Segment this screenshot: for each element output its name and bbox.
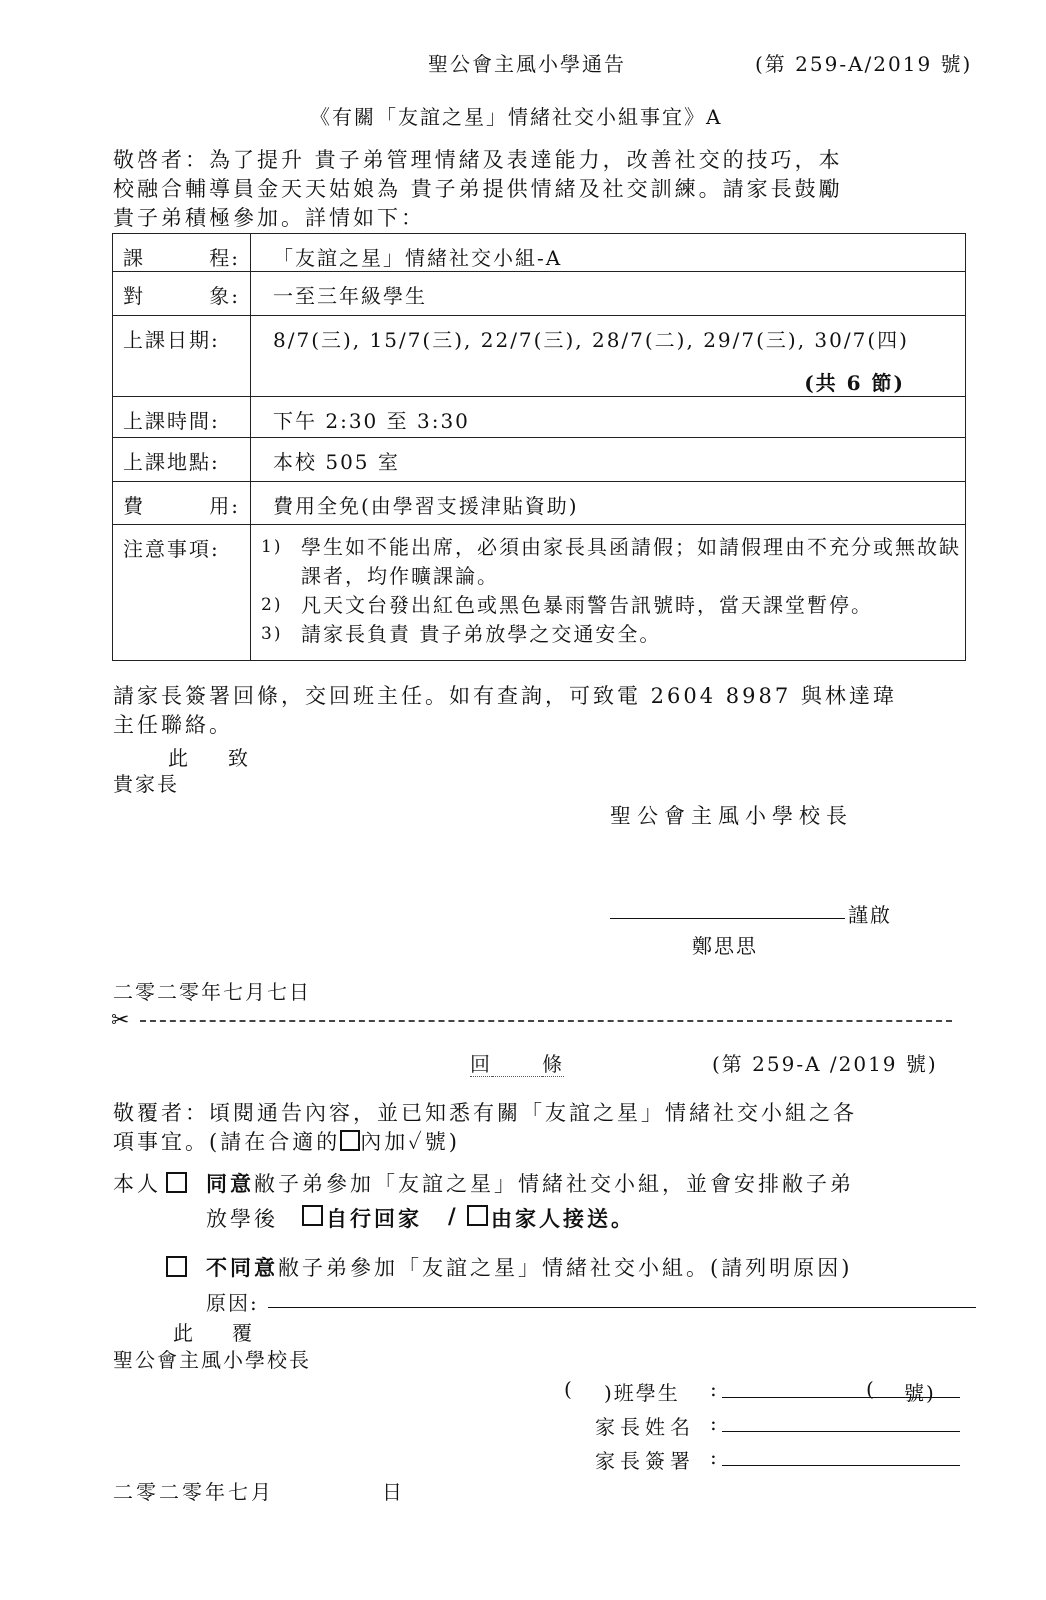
fee-label: 費 用: [113,482,251,525]
principal-name: 鄭思思 [692,934,758,958]
dates-cell [251,316,966,397]
disagree-text: 不同意敝子弟參加「友誼之星」情緒社交小組。(請列明原因) [206,1255,853,1280]
intro-line-2: 校融合輔導員金天天姑娘為 貴子弟提供情緒及社交訓練。請家長鼓勵 [113,177,843,201]
parent-sign-colon: : [710,1445,719,1469]
agree-checkbox[interactable] [166,1172,187,1193]
reason-label: 原因: [206,1291,259,1315]
agree-text: 同意敝子弟參加「友誼之星」情緒社交小組，並會安排敝子弟 [206,1171,854,1196]
disagree-checkbox[interactable] [166,1256,187,1277]
closing-zhi: 致 [228,746,250,770]
class-student-label: )班學生 [604,1381,680,1405]
self-home-checkbox[interactable] [302,1205,323,1226]
reply-paragraph [113,1099,943,1157]
parent-sign-line[interactable] [722,1465,960,1466]
closing-line-1: 請家長簽署回條，交回班主任。如有查詢，可致電 2604 8987 與林達瑋 [113,684,897,708]
dates-value: 8/7(三), 15/7(三), 22/7(三), 28/7(二), 29/7(三), 30/7(四) [273,328,909,352]
parent-name-colon: : [710,1411,719,1435]
row-place [113,438,966,482]
row-notes [113,525,966,661]
intro-line-1: 敬啓者：為了提升 貴子弟管理情緒及表達能力，改善社交的技巧，本 [113,148,843,172]
class-open-paren: ( [564,1377,574,1401]
closing-line-2: 主任聯絡。 [113,713,233,737]
student-number-close: 號) [904,1381,936,1405]
time-label: 上課時間: [113,397,251,438]
note-item: 3) 請家長負責 貴子弟放學之交通安全。 [261,622,662,646]
cut-line [140,1020,952,1022]
course-value: 「友誼之星」情緒社交小組-A [251,234,966,272]
parent-name-line[interactable] [722,1431,960,1432]
row-time [113,397,966,438]
closing-from: 聖公會主風小學校長 [610,804,853,828]
course-label: 課 程: [113,234,251,272]
notes-cell [251,525,966,661]
time-value: 下午 2:30 至 3:30 [251,397,966,438]
parent-name-label: 家長姓名 [595,1415,695,1439]
reply-line-2: 項事宜。(請在合適的 內加✓號) [113,1130,460,1154]
closing-paragraph [113,682,943,740]
class-colon: : [710,1377,719,1401]
intro-line-3: 貴子弟積極參加。詳情如下： [113,206,425,230]
reply-date: 二零二零年七月 [113,1480,274,1504]
reply-line-1: 敬覆者：頃閱通告內容，並已知悉有關「友誼之星」情緒社交小組之各 [113,1101,857,1125]
school-notice-title: 聖公會主風小學通告 [428,52,626,76]
example-checkbox-icon [340,1130,360,1151]
row-dates [113,316,966,397]
reason-input-line[interactable] [268,1307,976,1308]
notice-date: 二零二零年七月七日 [113,980,311,1004]
target-value: 一至三年級學生 [251,272,966,316]
closing-to: 貴家長 [113,772,179,796]
parent-sign-label: 家長簽署 [595,1449,695,1473]
dates-label: 上課日期: [113,316,251,397]
reply-title: 回 條 [470,1052,565,1076]
checkmark-icon: ✓ [408,1130,425,1154]
student-number-open: ( [866,1377,876,1401]
scissors-icon: ✂ [111,1008,130,1033]
intro-paragraph [113,146,943,233]
signature-line [610,918,845,919]
notes-label: 注意事項: [113,525,251,661]
self-home-label: 自行回家 [326,1206,422,1231]
parent-pickup-label: 由家人接送。 [491,1206,635,1231]
reply-fu: 覆 [232,1321,254,1345]
benren-label: 本人 [113,1172,161,1196]
reply-to: 聖公會主風小學校長 [113,1348,311,1372]
closing-ci: 此 [168,746,190,770]
target-label: 對 象: [113,272,251,316]
option-separator: / [448,1203,459,1228]
after-school-label: 放學後 [206,1207,278,1231]
reply-date-day: 日 [382,1480,404,1504]
closing-jinqi: 謹啟 [848,903,892,927]
place-value: 本校 505 室 [251,438,966,482]
details-table [112,233,966,661]
dates-total: (共 6 節) [804,371,905,395]
row-target [113,272,966,316]
reply-notice-number: (第 259-A /2019 號) [712,1052,938,1076]
parent-pickup-checkbox[interactable] [467,1205,488,1226]
row-course [113,234,966,272]
notice-number: (第 259-A/2019 號) [755,52,973,76]
reply-ci: 此 [173,1321,195,1345]
fee-value: 費用全免(由學習支援津貼資助) [251,482,966,525]
note-item: 1) 學生如不能出席，必須由家長具函請假；如請假理由不充分或無故缺課者，均作曠課論。 [261,535,961,588]
row-fee [113,482,966,525]
note-item: 2) 凡天文台發出紅色或黑色暴雨警告訊號時，當天課堂暫停。 [261,593,873,617]
place-label: 上課地點: [113,438,251,482]
notice-subject: 《有關「友誼之星」情緒社交小組事宜》A [310,105,723,129]
